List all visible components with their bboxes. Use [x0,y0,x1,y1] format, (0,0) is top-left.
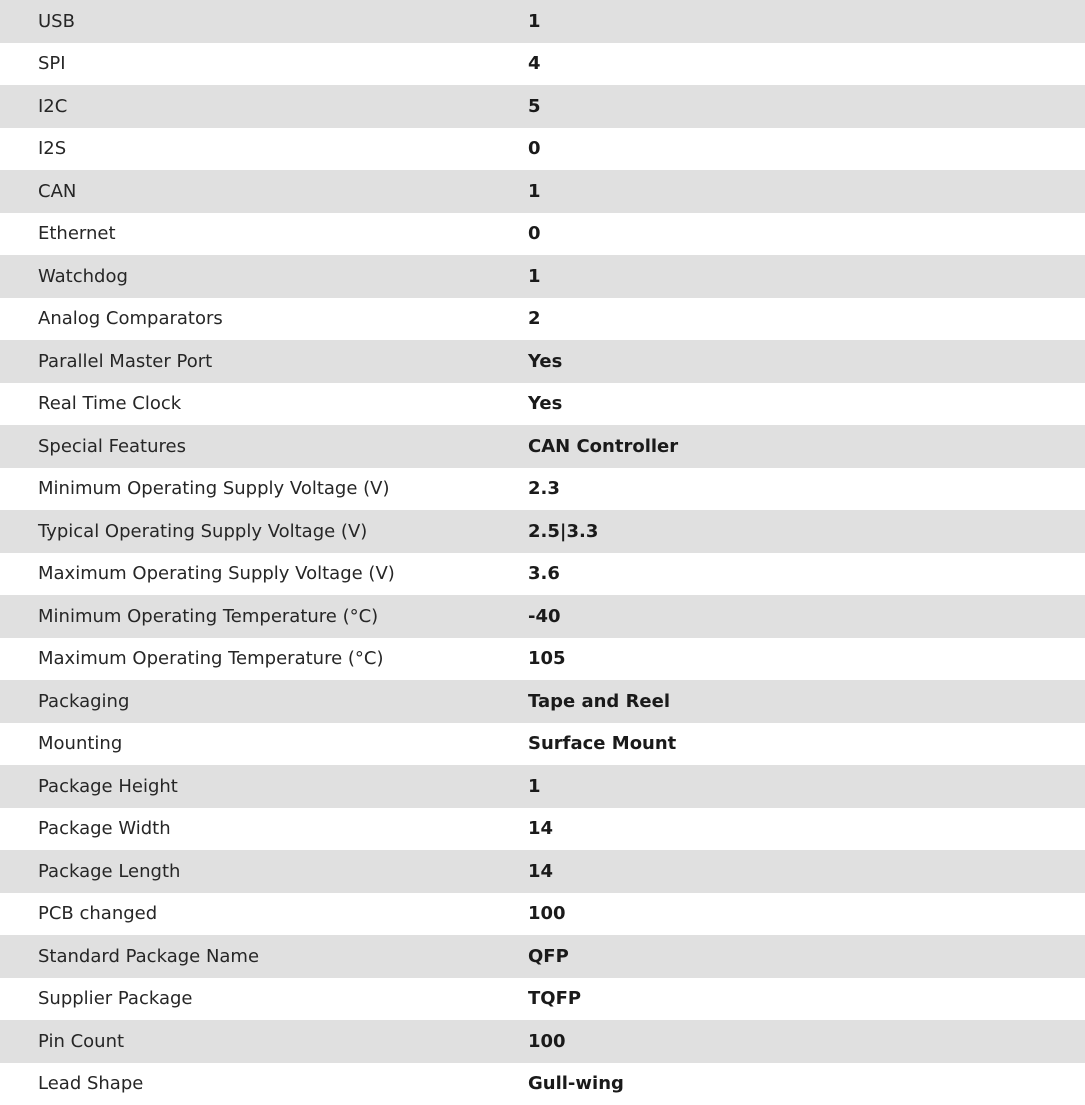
spec-label: Packaging [38,690,130,712]
spec-row-real-time-clock [0,383,1085,426]
spec-value: 0 [528,223,541,245]
spec-label: I2S [38,138,67,160]
spec-row-special-features [0,425,1085,468]
spec-label: Parallel Master Port [38,350,213,372]
spec-row-mounting [0,723,1085,766]
spec-value: -40 [528,605,561,627]
spec-row-usb [0,0,1085,43]
spec-row-lead-shape [0,1063,1085,1105]
spec-row-package-width [0,808,1085,851]
spec-row-standard-package-name [0,935,1085,978]
spec-row-typ-supply-voltage [0,510,1085,553]
spec-value: 2.5|3.3 [528,520,599,542]
spec-value: 1 [528,10,541,32]
spec-value: CAN Controller [528,435,679,457]
spec-label: Analog Comparators [38,308,223,330]
spec-value: 1 [528,180,541,202]
spec-value: Yes [528,393,563,415]
spec-row-max-supply-voltage [0,553,1085,596]
spec-row-pin-count [0,1020,1085,1063]
spec-row-package-length [0,850,1085,893]
spec-row-spi [0,43,1085,86]
spec-row-i2c [0,85,1085,128]
spec-value: 1 [528,775,541,797]
spec-label: Maximum Operating Temperature (°C) [38,648,384,670]
spec-row-parallel-master-port [0,340,1085,383]
spec-row-analog-comparators [0,298,1085,341]
spec-row-watchdog [0,255,1085,298]
spec-value: TQFP [528,988,582,1010]
spec-value: 3.6 [528,563,560,585]
spec-value: 2.3 [528,478,560,500]
spec-label: Maximum Operating Supply Voltage (V) [38,563,395,585]
spec-row-min-supply-voltage [0,468,1085,511]
spec-label: Package Height [38,775,178,797]
spec-row-max-temperature [0,638,1085,681]
spec-label: Package Width [38,818,171,840]
spec-row-pcb-changed [0,893,1085,936]
spec-value: 1 [528,265,541,287]
spec-value: 105 [528,648,566,670]
spec-label: Pin Count [38,1030,125,1052]
spec-label: I2C [38,95,68,117]
spec-label: Package Length [38,860,181,882]
spec-value: QFP [528,945,569,967]
spec-row-min-temperature [0,595,1085,638]
spec-value: 0 [528,138,541,160]
spec-value: 14 [528,860,554,882]
spec-label: Special Features [38,435,186,457]
spec-label: Mounting [38,733,123,755]
spec-value: Tape and Reel [528,690,671,712]
spec-label: Supplier Package [38,988,193,1010]
spec-value: Yes [528,350,563,372]
spec-value: 100 [528,1030,566,1052]
spec-value: 2 [528,308,541,330]
spec-label: Standard Package Name [38,945,260,967]
spec-label: Real Time Clock [38,393,182,415]
spec-row-package-height [0,765,1085,808]
spec-row-i2s [0,128,1085,171]
spec-row-ethernet [0,213,1085,256]
spec-label: USB [38,10,75,32]
spec-label: Minimum Operating Supply Voltage (V) [38,478,390,500]
spec-value: Surface Mount [528,733,677,755]
spec-value: 4 [528,53,541,75]
spec-label: SPI [38,53,66,75]
spec-label: Ethernet [38,223,116,245]
spec-value: 5 [528,95,541,117]
spec-label: Watchdog [38,265,128,287]
spec-label: Minimum Operating Temperature (°C) [38,605,379,627]
spec-value: 100 [528,903,566,925]
spec-row-packaging [0,680,1085,723]
spec-row-supplier-package [0,978,1085,1021]
spec-row-can [0,170,1085,213]
spec-value: Gull-wing [528,1073,624,1095]
spec-label: Typical Operating Supply Voltage (V) [38,520,368,542]
spec-label: PCB changed [38,903,158,925]
spec-value: 14 [528,818,554,840]
spec-label: CAN [38,180,77,202]
spec-label: Lead Shape [38,1073,144,1095]
